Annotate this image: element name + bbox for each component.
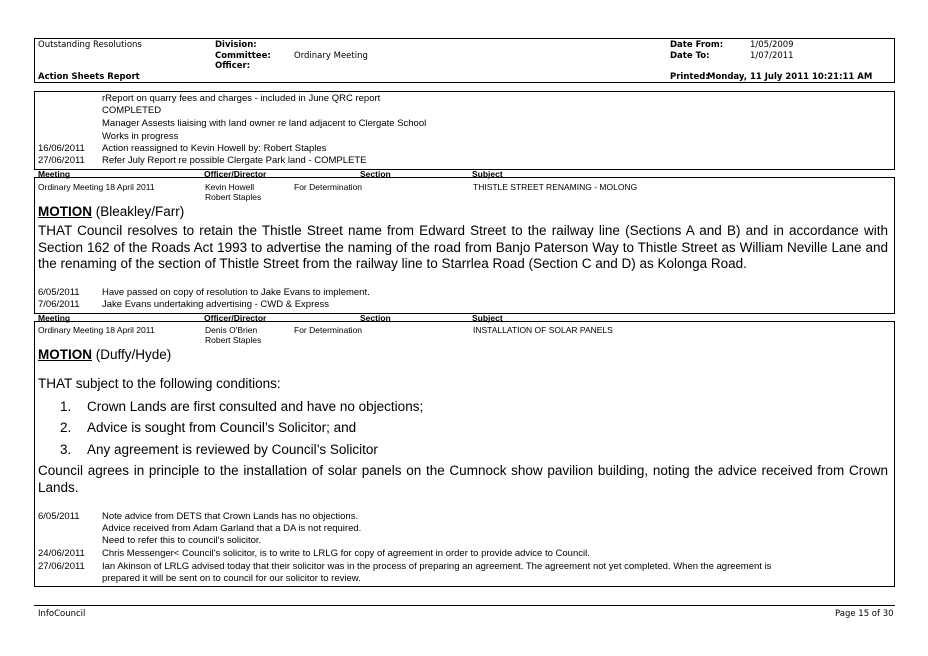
footer-page-number: Page 15 of 30 [835, 609, 894, 619]
committee-value: Ordinary Meeting [294, 51, 368, 61]
col-subject: Subject [472, 169, 503, 179]
col-meeting: Meeting [38, 169, 71, 179]
resolution-intro: THAT subject to the following conditions: [38, 376, 281, 391]
top-line-text: Manager Assests liaising with land owner re land adjacent to Clergate School [102, 118, 427, 129]
action-text: Have passed on copy of resolution to Jake Evans to implement. [102, 287, 370, 298]
body-top-border [34, 91, 895, 92]
item-officer: Robert Staples [205, 335, 262, 345]
condition-number: 2. [60, 420, 72, 435]
date-to-value: 1/07/2011 [750, 51, 794, 61]
date-from-label: Date From: [670, 40, 724, 50]
col-officer: Officer/Director [204, 313, 267, 323]
action-date: 6/05/2011 [38, 287, 80, 298]
item-subject: INSTALLATION OF SOLAR PANELS [473, 325, 613, 335]
action-text: Advice received from Adam Garland that a DA is not required. [102, 523, 362, 534]
action-text: Jake Evans undertaking advertising - CWD & Express [102, 299, 330, 310]
motion-heading [38, 347, 171, 362]
top-line-text: Action reassigned to Kevin Howell by: Robert Staples [102, 143, 327, 154]
top-line-date: 27/06/2011 [38, 155, 85, 166]
top-line-text: rReport on quarry fees and charges - included in June QRC report [102, 93, 381, 104]
condition-number: 1. [60, 399, 72, 414]
condition-text: Any agreement is reviewed by Council’s Solicitor [87, 442, 378, 457]
body-right-border [894, 91, 895, 587]
item-section: For Determination [294, 325, 363, 335]
col-officer: Officer/Director [204, 169, 267, 179]
action-date: 6/05/2011 [38, 511, 80, 522]
body-bottom-border [34, 586, 895, 587]
resolution-text: THAT Council resolves to retain the Thistle Street name from Edward Street to the railway line (Sections A and B) and in accordance with Section 162 of the Roads Act 1993 to advertise the naming of the road from Banjo Paterson Way to Thistle Street as William Neville Lane and the renaming of the section of Thistle Street from the railway line to Starrlea Road (Section C and D) as Kolonga Road. [38, 223, 888, 271]
item-officer: Denis O'Brien [205, 325, 258, 335]
col-meeting: Meeting [38, 313, 71, 323]
action-date: 7/06/2011 [38, 299, 80, 310]
item-meeting: Ordinary Meeting 18 April 2011 [38, 325, 155, 335]
top-line-text: Works in progress [102, 131, 179, 142]
item-officer: Kevin Howell [205, 182, 255, 192]
col-section: Section [360, 169, 391, 179]
motion-word: MOTION [38, 204, 92, 219]
date-from-value: 1/05/2009 [750, 40, 794, 50]
action-text: Chris Messenger< Council's solicitor, is to write to LRLG for copy of agreement in order to provide advice to Council. [102, 548, 590, 559]
printed-label: Printed: [670, 72, 709, 82]
condition-text: Advice is sought from Council’s Solicitor; and [87, 420, 357, 435]
footer-rule [34, 605, 895, 606]
top-line-text: Refer July Report re possible Clergate Park land - COMPLETE [102, 155, 367, 166]
top-line-text: COMPLETED [102, 105, 162, 116]
item-meeting: Ordinary Meeting 18 April 2011 [38, 182, 155, 192]
committee-label: Committee: [215, 51, 271, 61]
motion-heading [38, 204, 184, 219]
condition-number: 3. [60, 442, 72, 457]
top-line-date: 16/06/2011 [38, 143, 85, 154]
condition-text: Crown Lands are first consulted and have no objections; [87, 399, 424, 414]
item-subject: THISTLE STREET RENAMING - MOLONG [473, 182, 638, 192]
motion-movers: (Duffy/Hyde) [95, 347, 172, 362]
motion-word: MOTION [38, 347, 92, 362]
date-to-label: Date To: [670, 51, 710, 61]
col-subject: Subject [472, 313, 503, 323]
header-report-name: Action Sheets Report [38, 72, 140, 82]
column-header-bar [34, 313, 895, 322]
item-section: For Determination [294, 182, 363, 192]
officer-label: Officer: [215, 61, 251, 71]
motion-movers: (Bleakley/Farr) [95, 204, 185, 219]
item-officer: Robert Staples [205, 192, 262, 202]
resolution-text: Council agrees in principle to the installation of solar panels on the Cumnock show pavilion building, noting the advice received from Crown Lands. [38, 463, 888, 495]
printed-value: Monday, 11 July 2011 10:21:11 AM [707, 72, 873, 82]
footer-left: InfoCouncil [38, 609, 86, 619]
action-date: 27/06/2011 [38, 561, 85, 572]
body-left-border [34, 91, 35, 587]
action-text: prepared it will be sent on to council for our solicitor to review. [102, 573, 361, 584]
division-label: Division: [215, 40, 257, 50]
action-date: 24/06/2011 [38, 548, 85, 559]
action-text: Need to refer this to council's solicitor. [102, 535, 262, 546]
column-header-bar [34, 169, 895, 178]
action-text: Ian Akinson of LRLG advised today that their solicitor was in the process of preparing an agreement. The agreement not yet completed. When the agreement is [102, 561, 772, 572]
action-text: Note advice from DETS that Crown Lands has no objections. [102, 511, 359, 522]
col-section: Section [360, 313, 391, 323]
header-left-title: Outstanding Resolutions [38, 40, 142, 50]
